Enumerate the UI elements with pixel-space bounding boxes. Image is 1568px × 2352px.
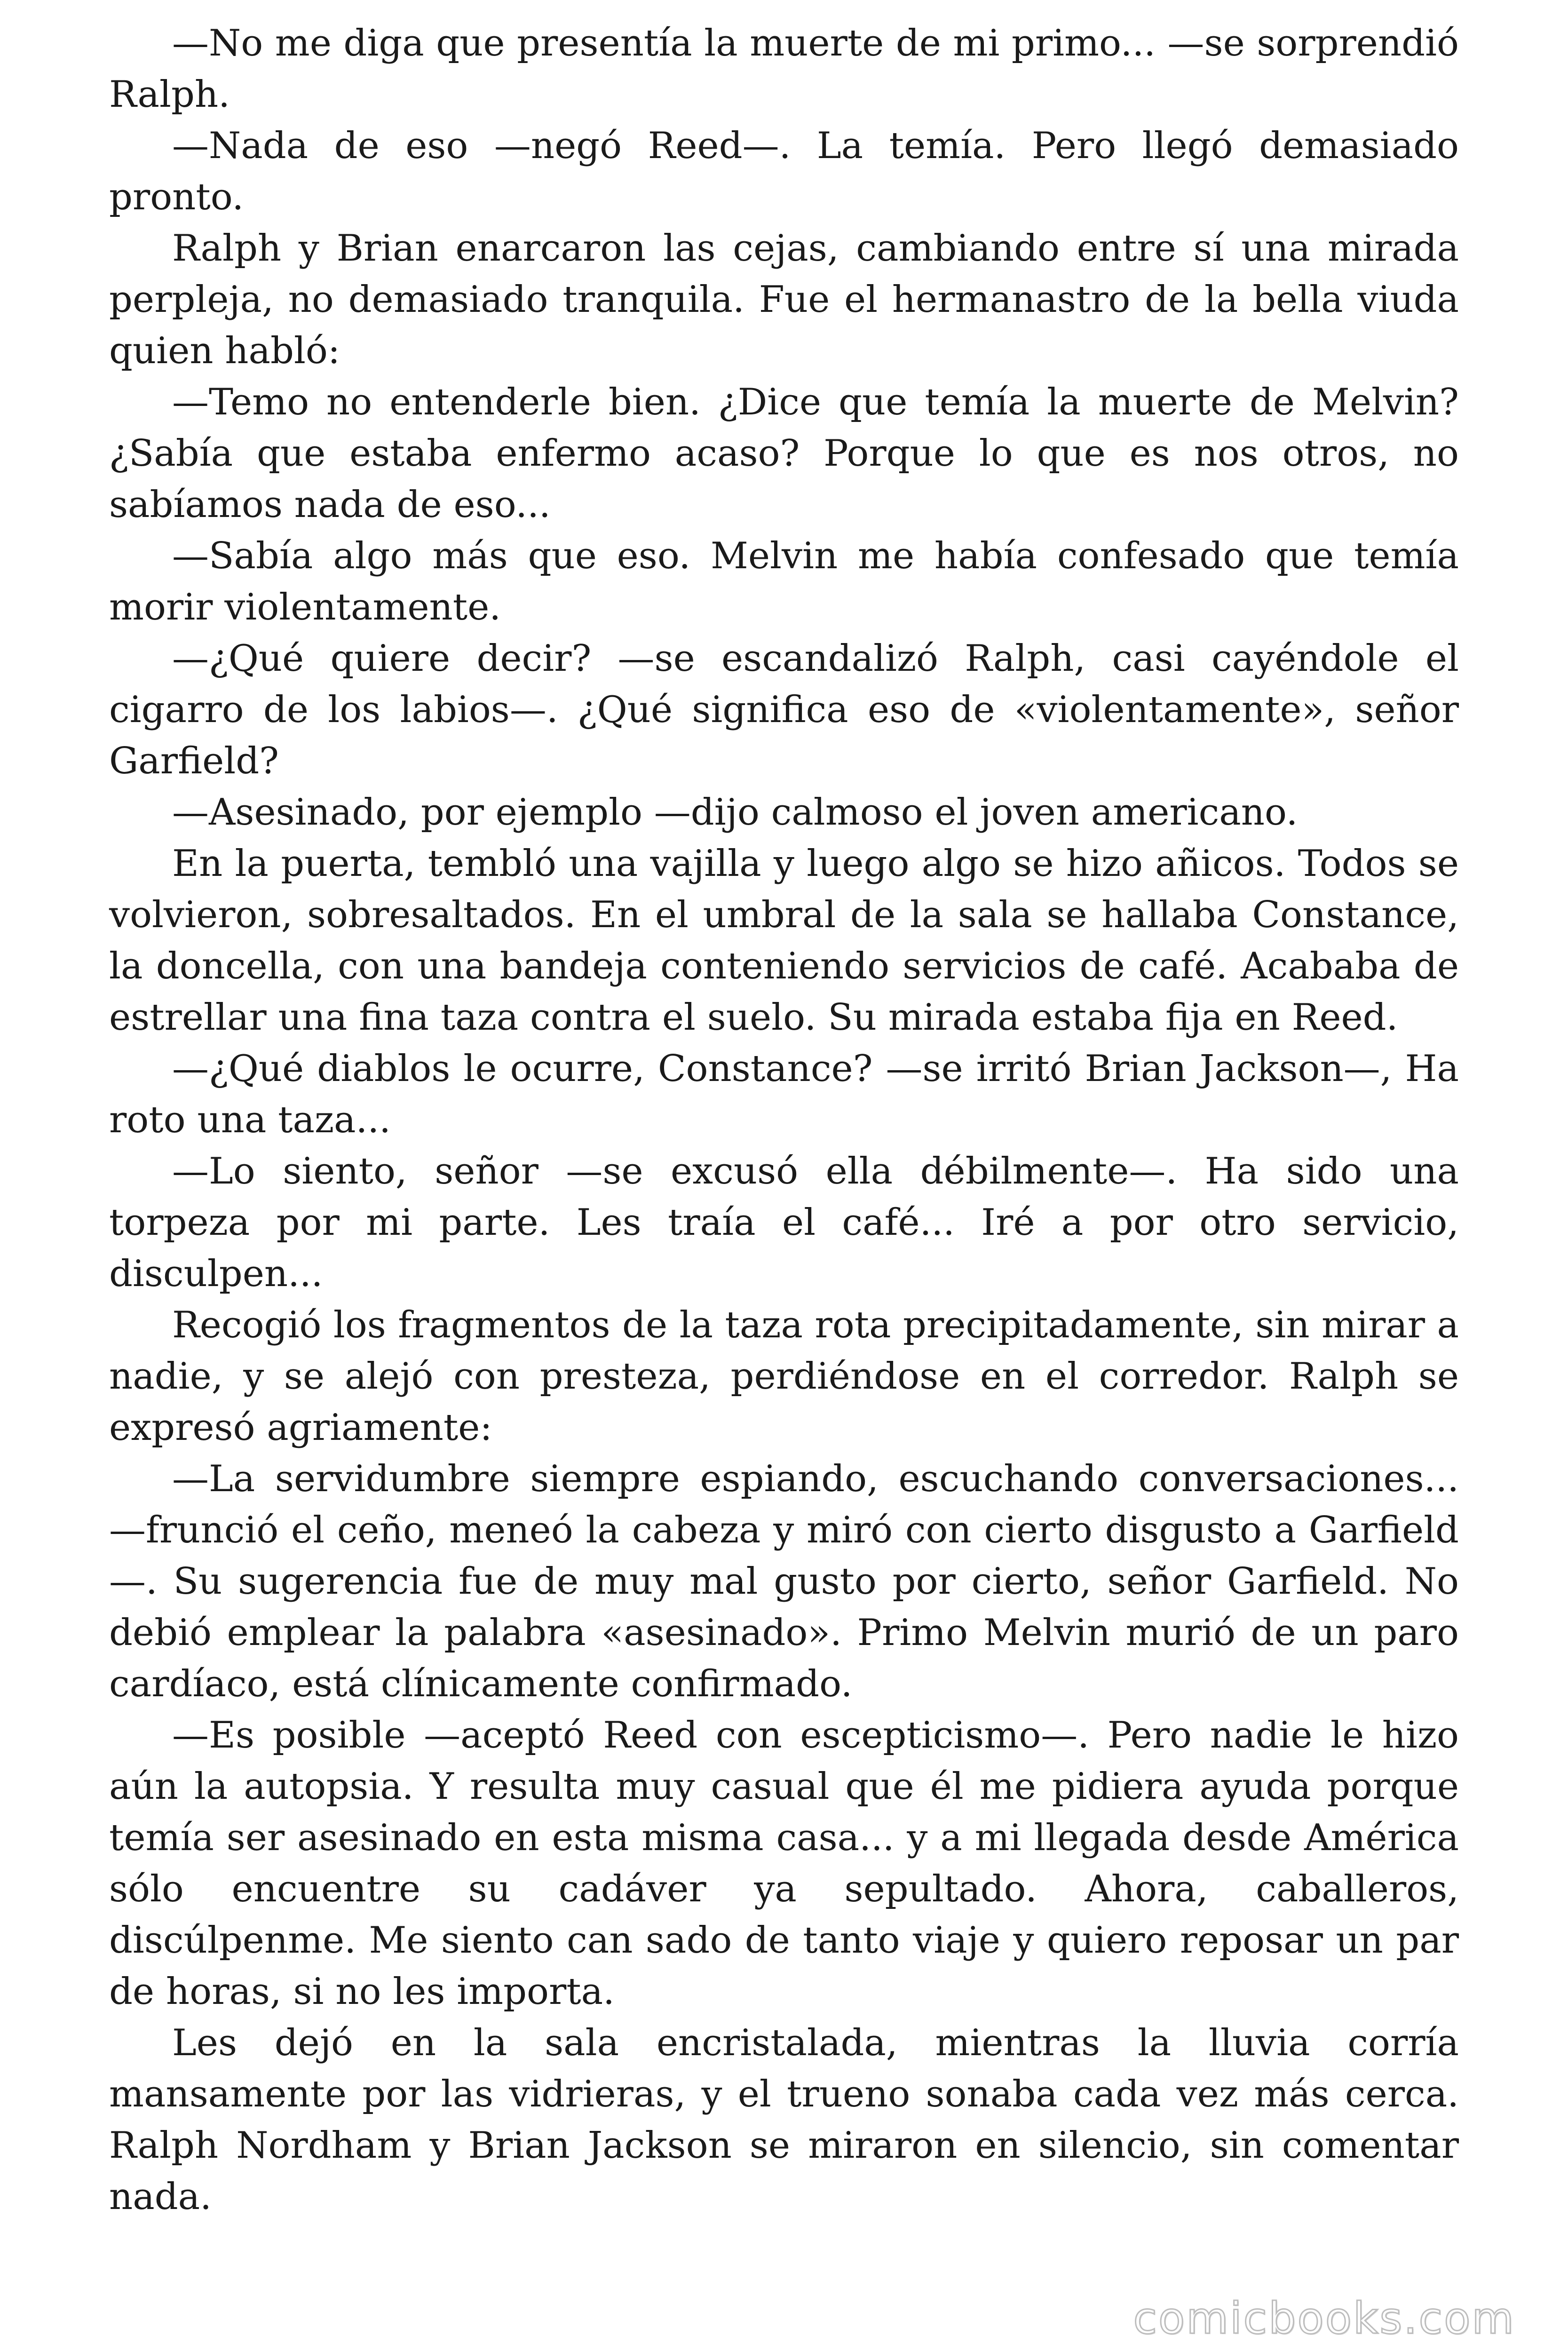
paragraph: —Lo siento, señor —se excusó ella débilmente—. Ha sido una torpeza por mi parte. Les traía el café... Iré a por otro servicio, disculpen... bbox=[109, 1150, 1459, 1295]
paragraph: —La servidumbre siempre espiando, escuchando conversaciones... —frunció el ceño, meneó la cabeza y miró con cierto disgusto a Garfield—. Su sugerencia fue de muy mal gusto por cierto, señor Garfield. No debió emplear la palabra «asesinado». Primo Melvin murió de un paro cardíaco, está clínicamente confirmado. bbox=[109, 1458, 1459, 1705]
paragraph: —¿Qué quiere decir? —se escandalizó Ralph, casi cayéndole el cigarro de los labios—. ¿Qué significa eso de «violentamente», señor Garfield? bbox=[109, 637, 1459, 782]
book-page bbox=[109, 0, 1459, 2352]
paragraph: —No me diga que presentía la muerte de mi primo... —se sorprendió Ralph. bbox=[109, 22, 1459, 116]
paragraph: Recogió los fragmentos de la taza rota precipitadamente, sin mirar a nadie, y se alejó con presteza, perdiéndose en el corredor. Ralph se expresó agriamente: bbox=[109, 1304, 1459, 1449]
paragraph: Les dejó en la sala encristalada, mientras la lluvia corría mansamente por las vidrieras, y el trueno sonaba cada vez más cerca. Ralph Nordham y Brian Jackson se miraron en silencio, sin comentar nada. bbox=[109, 2022, 1459, 2218]
paragraph: —Es posible —aceptó Reed con escepticismo—. Pero nadie le hizo aún la autopsia. Y resulta muy casual que él me pidiera ayuda porque temía ser asesinado en esta misma casa... y a mi llegada desde América sólo encuentre su cadáver ya sepultado. Ahora, caballeros, discúlpenme. Me siento can sado de tanto viaje y quiero reposar un par de horas, si no les importa. bbox=[109, 1714, 1459, 2013]
paragraph: Ralph y Brian enarcaron las cejas, cambiando entre sí una mirada perpleja, no demasiado tranquila. Fue el hermanastro de la bella viuda quien habló: bbox=[109, 227, 1459, 372]
watermark-text: comicbooks.com bbox=[1133, 2293, 1515, 2344]
paragraph: —¿Qué diablos le ocurre, Constance? —se irritó Brian Jackson—, Ha roto una taza... bbox=[109, 1048, 1459, 1141]
paragraph: En la puerta, tembló una vajilla y luego algo se hizo añicos. Todos se volvieron, sobresaltados. En el umbral de la sala se hallaba Constance, la doncella, con una bandeja conteniendo servicios de café. Acababa de estrellar una fina taza contra el suelo. Su mirada estaba fija en Reed. bbox=[109, 842, 1459, 1039]
paragraph: —Nada de eso —negó Reed—. La temía. Pero llegó demasiado pronto. bbox=[109, 125, 1459, 218]
paragraph: —Asesinado, por ejemplo —dijo calmoso el joven americano. bbox=[172, 791, 1298, 834]
text-column bbox=[109, 18, 1459, 2223]
paragraph: —Temo no entenderle bien. ¿Dice que temía la muerte de Melvin? ¿Sabía que estaba enfermo acaso? Porque lo que es nos otros, no sabíamos nada de eso... bbox=[109, 381, 1459, 526]
paragraph: —Sabía algo más que eso. Melvin me había confesado que temía morir violentamente. bbox=[109, 535, 1459, 628]
